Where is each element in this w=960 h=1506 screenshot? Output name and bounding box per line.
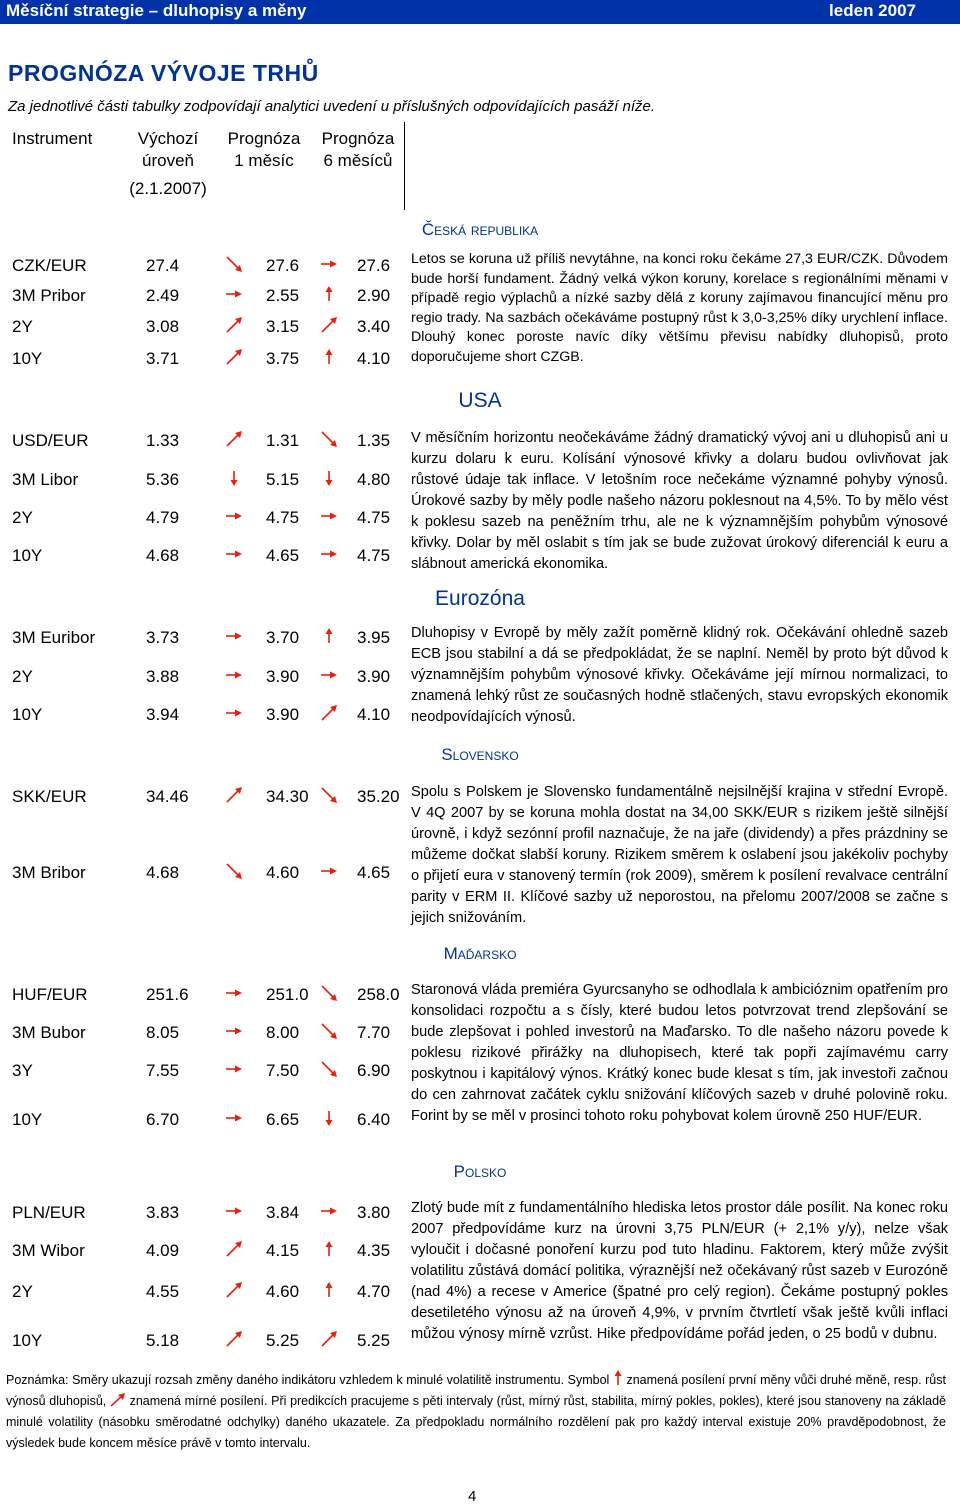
forecast-6m-cell: 4.65 <box>357 863 391 882</box>
section-heading-hungary: Maďarsko <box>443 944 517 963</box>
base-value-cell: 7.55 <box>146 1061 180 1080</box>
arrow-down-right-icon <box>225 256 243 272</box>
arrow-right-icon <box>225 546 243 562</box>
arrow-up-right-icon <box>225 1331 243 1347</box>
arrow-up-icon <box>613 1370 623 1386</box>
arrow-down-icon <box>225 470 243 486</box>
arrow-up-right-icon <box>320 705 338 721</box>
page-title: PROGNÓZA VÝVOJE TRHŮ <box>8 60 319 86</box>
table-row <box>0 628 404 652</box>
arrow-right-icon <box>225 1110 243 1126</box>
forecast-1m-cell: 27.6 <box>266 256 300 275</box>
base-value-cell: 6.70 <box>146 1110 180 1129</box>
col-forecast-1m: Prognóza 1 měsíc <box>227 129 301 170</box>
section-text-poland: Zlotý bude mít z fundamentálního hlediska letos prostor dále posílit. Na konec roku 2007 předpovídáme kurz na úrovni 3,75 PLN/EUR (+ 2,1% y/y), nelze však vyloučit i dočasné ponoření kurzu pod tuto hladinu. Faktorem, který může zvýšit volatilitu zůstává domácí politika, výraznější než očekávaný růst sazeb v Eurozóně (nad 4%) a recese v Americe (špatné pro celý region). Čekáme postupný pokles desetiletého výnosu až na úroveň 4,9%, v prvním čtvrtletí však ještě kvůli inflaci můžou výnosy mírně vzrůst. Hike předpovídáme pořád jeden, o 25 bodů v dubnu. <box>411 1200 948 1342</box>
table-row <box>0 1203 404 1227</box>
table-row <box>0 1023 404 1047</box>
arrow-right-icon <box>320 863 338 879</box>
section-heading-cz: Česká republika <box>421 220 539 239</box>
section-text-hungary: Staronová vláda premiéra Gyurcsanyho se odhodlala k ambicióznim opatřením pro konsolidaci rozpočtu a s čísly, které budou letos potvrzovat trend zlepšování se bude zlepšovat i pohled investorů na Maďarsko. To dle našeho názoru povede k poklesu rizikové přirážky na dluhopisech, které tak popři zajímavému carry poskytnou i kapitálový výnos. Krátký konec bude klesat s tím, jak investoři začnou do cen zahrnovat začátek cyklu snižování klíčových sazeb v druhé polovině roku. Forint by se měl v prosinci tohoto roku pohybovat kolem úrovně 250 HUF/EUR. <box>411 982 948 1124</box>
instrument-cell: SKK/EUR <box>12 787 87 806</box>
instrument-cell: 2Y <box>12 667 33 686</box>
instrument-cell: 2Y <box>12 1282 33 1301</box>
forecast-6m-cell: 4.75 <box>357 546 391 565</box>
table-row <box>0 787 404 811</box>
arrow-right-icon <box>320 256 338 272</box>
instrument-cell: 10Y <box>12 349 43 368</box>
instrument-cell: 3M Libor <box>12 470 79 489</box>
table-row <box>0 508 404 532</box>
arrow-right-icon <box>225 286 243 302</box>
page-subtitle: Za jednotlivé části tabulky zodpovídají analytici uvedení u příslušných odpovídajících pasáží níže. <box>8 98 656 115</box>
forecast-1m-cell: 4.60 <box>266 1282 300 1301</box>
base-value-cell: 4.09 <box>146 1241 180 1260</box>
section-text-cz: Letos se koruna už příliš nevytáhne, na konci roku čekáme 27,3 EUR/CZK. Důvodem bude horší fundament. Žádný velká výkon koruny, korelace s regionálními měnami v případě regio výplachů a nízké sazby dělá z koruny zajímavou financující měnu pro regio trady. Na sazbách očekáváme postupný růst k 3,0-3,25% díky urychlení inflace. Dlouhý konec poroste navíc díky většímu převisu nabídky dluhopisů, proto doporučujeme short CZGB. <box>411 251 948 365</box>
instrument-cell: 3M Bribor <box>12 863 86 882</box>
forecast-6m-cell: 4.10 <box>357 705 391 724</box>
page-header-bar <box>0 0 960 24</box>
arrow-right-icon <box>225 705 243 721</box>
base-value-cell: 2.49 <box>146 286 180 305</box>
base-value-cell: 3.08 <box>146 317 180 336</box>
forecast-6m-cell: 7.70 <box>357 1023 391 1042</box>
section-text-eurozone: Dluhopisy v Evropě by měly zažít poměrně klidný rok. Očekávání ohledně sazeb ECB jsou stabilní a dá se předpokládat, že se naplní. Neměl by proto být důvod k významnějším pohybům výnosové křivky. Očekáváme její mírnou normalizaci, to znamená lehký růst ze současných hodně stlačených, stavu evropských ekonomik neodpovídajících výnosů. <box>411 625 948 725</box>
arrow-right-icon <box>225 1203 243 1219</box>
arrow-up-right-icon <box>225 787 243 803</box>
forecast-6m-cell: 4.10 <box>357 349 391 368</box>
arrow-down-right-icon <box>320 985 338 1001</box>
forecast-6m-cell: 3.95 <box>357 628 391 647</box>
forecast-1m-cell: 7.50 <box>266 1061 300 1080</box>
arrow-down-right-icon <box>320 1061 338 1077</box>
header-title: Měsíční strategie – dluhopisy a měny <box>6 1 307 20</box>
arrow-up-icon <box>320 1241 338 1257</box>
base-value-cell: 3.88 <box>146 667 180 686</box>
forecast-1m-cell: 3.70 <box>266 628 300 647</box>
arrow-right-icon <box>225 985 243 1001</box>
arrow-right-icon <box>320 1203 338 1219</box>
arrow-up-icon <box>320 286 338 302</box>
arrow-up-icon <box>320 1282 338 1298</box>
table-row <box>0 863 404 887</box>
table-row <box>0 546 404 570</box>
forecast-1m-cell: 2.55 <box>266 286 300 305</box>
arrow-up-icon <box>320 628 338 644</box>
table-row <box>0 431 404 455</box>
instrument-cell: PLN/EUR <box>12 1203 86 1222</box>
forecast-1m-cell: 251.0 <box>266 985 309 1004</box>
forecast-1m-cell: 1.31 <box>266 431 300 450</box>
forecast-6m-cell: 3.80 <box>357 1203 391 1222</box>
arrow-up-right-icon <box>225 349 243 365</box>
base-value-cell: 34.46 <box>146 787 189 806</box>
col-base: Výchozí úroveň (2.1.2007) <box>129 129 207 198</box>
table-row <box>0 705 404 729</box>
arrow-up-icon <box>320 349 338 365</box>
table-row <box>0 1241 404 1265</box>
forecast-1m-cell: 5.15 <box>266 470 300 489</box>
forecast-1m-cell: 5.25 <box>266 1331 300 1350</box>
forecast-6m-cell: 258.0 <box>357 985 400 1004</box>
forecast-1m-cell: 4.65 <box>266 546 300 565</box>
base-value-cell: 8.05 <box>146 1023 180 1042</box>
table-divider <box>404 122 405 210</box>
forecast-1m-cell: 3.90 <box>266 705 300 724</box>
instrument-cell: HUF/EUR <box>12 985 88 1004</box>
instrument-cell: CZK/EUR <box>12 256 87 275</box>
base-value-cell: 4.55 <box>146 1282 180 1301</box>
forecast-6m-cell: 4.70 <box>357 1282 391 1301</box>
forecast-6m-cell: 3.40 <box>357 317 391 336</box>
forecast-6m-cell: 35.20 <box>357 787 400 806</box>
arrow-up-right-icon <box>320 1331 338 1347</box>
base-value-cell: 3.71 <box>146 349 180 368</box>
arrow-down-icon <box>320 1110 338 1126</box>
table-row <box>0 286 404 310</box>
arrow-down-right-icon <box>320 1023 338 1039</box>
forecast-1m-cell: 3.75 <box>266 349 300 368</box>
table-row <box>0 470 404 494</box>
header-date: leden 2007 <box>829 1 916 20</box>
base-value-cell: 251.6 <box>146 985 189 1004</box>
section-heading-eurozone: Eurozóna <box>435 587 525 610</box>
table-row <box>0 1061 404 1085</box>
arrow-down-right-icon <box>320 787 338 803</box>
section-heading-slovakia: Slovensko <box>441 745 519 764</box>
arrow-up-right-icon <box>225 431 243 447</box>
forecast-1m-cell: 34.30 <box>266 787 309 806</box>
table-row <box>0 349 404 373</box>
forecast-1m-cell: 3.84 <box>266 1203 300 1222</box>
base-value-cell: 5.36 <box>146 470 180 489</box>
table-row <box>0 1282 404 1306</box>
footnote: Poznámka: Směry ukazují rozsah změny daného indikátoru vzhledem k minulé volatilitě instrumentu. Symbol znamená posílení první měny vůči druhé měně, resp. růst výnosů dluhopisů, znamená mírné posílení. Při predikcích pracujeme s pěti intervaly (růst, mírný růst, stabilita, mírný pokles, pokles), které jsou stanoveny na základě minulé volatility (násobku směrodatné odchylky) daného ukazatele. Za předpokladu normálního rozdělení pak pro každý interval existuje 20% pravděpodobnost, že výsledek bude koncem měsíce právě v tomto intervalu. <box>6 1370 946 1454</box>
arrow-right-icon <box>320 667 338 683</box>
arrow-down-right-icon <box>225 863 243 879</box>
arrow-down-icon <box>320 470 338 486</box>
page-number: 4 <box>468 1488 477 1505</box>
arrow-right-icon <box>225 667 243 683</box>
arrow-right-icon <box>225 1061 243 1077</box>
forecast-6m-cell: 4.35 <box>357 1241 391 1260</box>
instrument-cell: 3Y <box>12 1061 33 1080</box>
arrow-up-right-icon <box>225 1241 243 1257</box>
instrument-cell: 10Y <box>12 546 43 565</box>
instrument-cell: 2Y <box>12 508 33 527</box>
section-text-usa: V měsíčním horizontu neočekáváme žádný dramatický vývoj ani u dluhopisů ani u kurzu dolaru k euru. Kolísání výnosové křivky a dolaru budou ovlivňovat jak růstové údaje tak inflace. V letošním roce nečekáme významné pohyby výnosů. Úrokové sazby by měly podle našeho názoru poklesnout na 4,5%. To by mělo vést k poklesu sazeb na peněžním trhu, ale ne k významnějším pohybům výnosové křivky. Dolar by měl oslabit s tím jak se bude zužovat úrokový diferenciál k euru a slábnout americká ekonomika. <box>411 430 948 572</box>
instrument-cell: 3M Wibor <box>12 1241 85 1260</box>
forecast-6m-cell: 2.90 <box>357 286 391 305</box>
base-value-cell: 5.18 <box>146 1331 180 1350</box>
arrow-down-right-icon <box>320 431 338 447</box>
forecast-1m-cell: 6.65 <box>266 1110 300 1129</box>
arrow-up-right-icon <box>320 317 338 333</box>
base-value-cell: 27.4 <box>146 256 180 275</box>
forecast-1m-cell: 8.00 <box>266 1023 300 1042</box>
section-heading-usa: USA <box>458 389 502 412</box>
forecast-1m-cell: 3.15 <box>266 317 300 336</box>
table-row <box>0 985 404 1009</box>
forecast-6m-cell: 1.35 <box>357 431 391 450</box>
base-value-cell: 3.94 <box>146 705 180 724</box>
arrow-right-icon <box>225 1023 243 1039</box>
forecast-6m-cell: 4.75 <box>357 508 391 527</box>
forecast-1m-cell: 3.90 <box>266 667 300 686</box>
instrument-cell: 2Y <box>12 317 33 336</box>
base-value-cell: 4.68 <box>146 546 180 565</box>
table-row <box>0 1331 404 1355</box>
table-row <box>0 1110 404 1134</box>
table-row <box>0 667 404 691</box>
instrument-cell: 10Y <box>12 1331 43 1350</box>
col-forecast-6m: Prognóza 6 měsíců <box>321 129 395 170</box>
arrow-right-icon <box>320 546 338 562</box>
section-heading-poland: Polsko <box>453 1162 507 1181</box>
instrument-cell: USD/EUR <box>12 431 89 450</box>
arrow-right-icon <box>225 508 243 524</box>
forecast-6m-cell: 5.25 <box>357 1331 391 1350</box>
arrow-right-icon <box>320 508 338 524</box>
instrument-cell: 10Y <box>12 1110 43 1129</box>
instrument-cell: 3M Bubor <box>12 1023 86 1042</box>
forecast-1m-cell: 4.60 <box>266 863 300 882</box>
forecast-1m-cell: 4.15 <box>266 1241 300 1260</box>
arrow-up-right-icon <box>110 1393 126 1407</box>
forecast-6m-cell: 3.90 <box>357 667 391 686</box>
base-value-cell: 1.33 <box>146 431 180 450</box>
base-value-cell: 3.83 <box>146 1203 180 1222</box>
forecast-6m-cell: 27.6 <box>357 256 391 275</box>
table-row <box>0 317 404 341</box>
instrument-cell: 3M Euribor <box>12 628 96 647</box>
forecast-6m-cell: 6.40 <box>357 1110 391 1129</box>
forecast-6m-cell: 6.90 <box>357 1061 391 1080</box>
forecast-1m-cell: 4.75 <box>266 508 300 527</box>
col-instrument: Instrument <box>12 129 93 148</box>
instrument-cell: 10Y <box>12 705 43 724</box>
instrument-cell: 3M Pribor <box>12 286 86 305</box>
arrow-right-icon <box>225 628 243 644</box>
section-text-slovakia: Spolu s Polskem je Slovensko fundamentálně nejsilnější krajina v střední Evropě. V 4Q 2007 by se koruna mohla dostat na 34,00 SKK/EUR s rizikem ještě silnější úrovně, i když sezónní profil naznačuje, že na jaře (dividendy) a přes prázdniny se můžeme dočkat slabší koruny. Rizikem směrem k oslabení jsou jakékoliv pochyby o přijetí eura v stanovený termín (rok 2009), směrem k posílení revalvace centrální parity v ERM II. Klíčové sazby už neporostou, na přelomu 2007/2008 se začne s jejich snižováním. <box>411 784 948 926</box>
base-value-cell: 4.79 <box>146 508 180 527</box>
arrow-up-right-icon <box>225 1282 243 1298</box>
arrow-up-right-icon <box>225 317 243 333</box>
base-value-cell: 3.73 <box>146 628 180 647</box>
forecast-6m-cell: 4.80 <box>357 470 391 489</box>
table-row <box>0 256 404 280</box>
base-value-cell: 4.68 <box>146 863 180 882</box>
